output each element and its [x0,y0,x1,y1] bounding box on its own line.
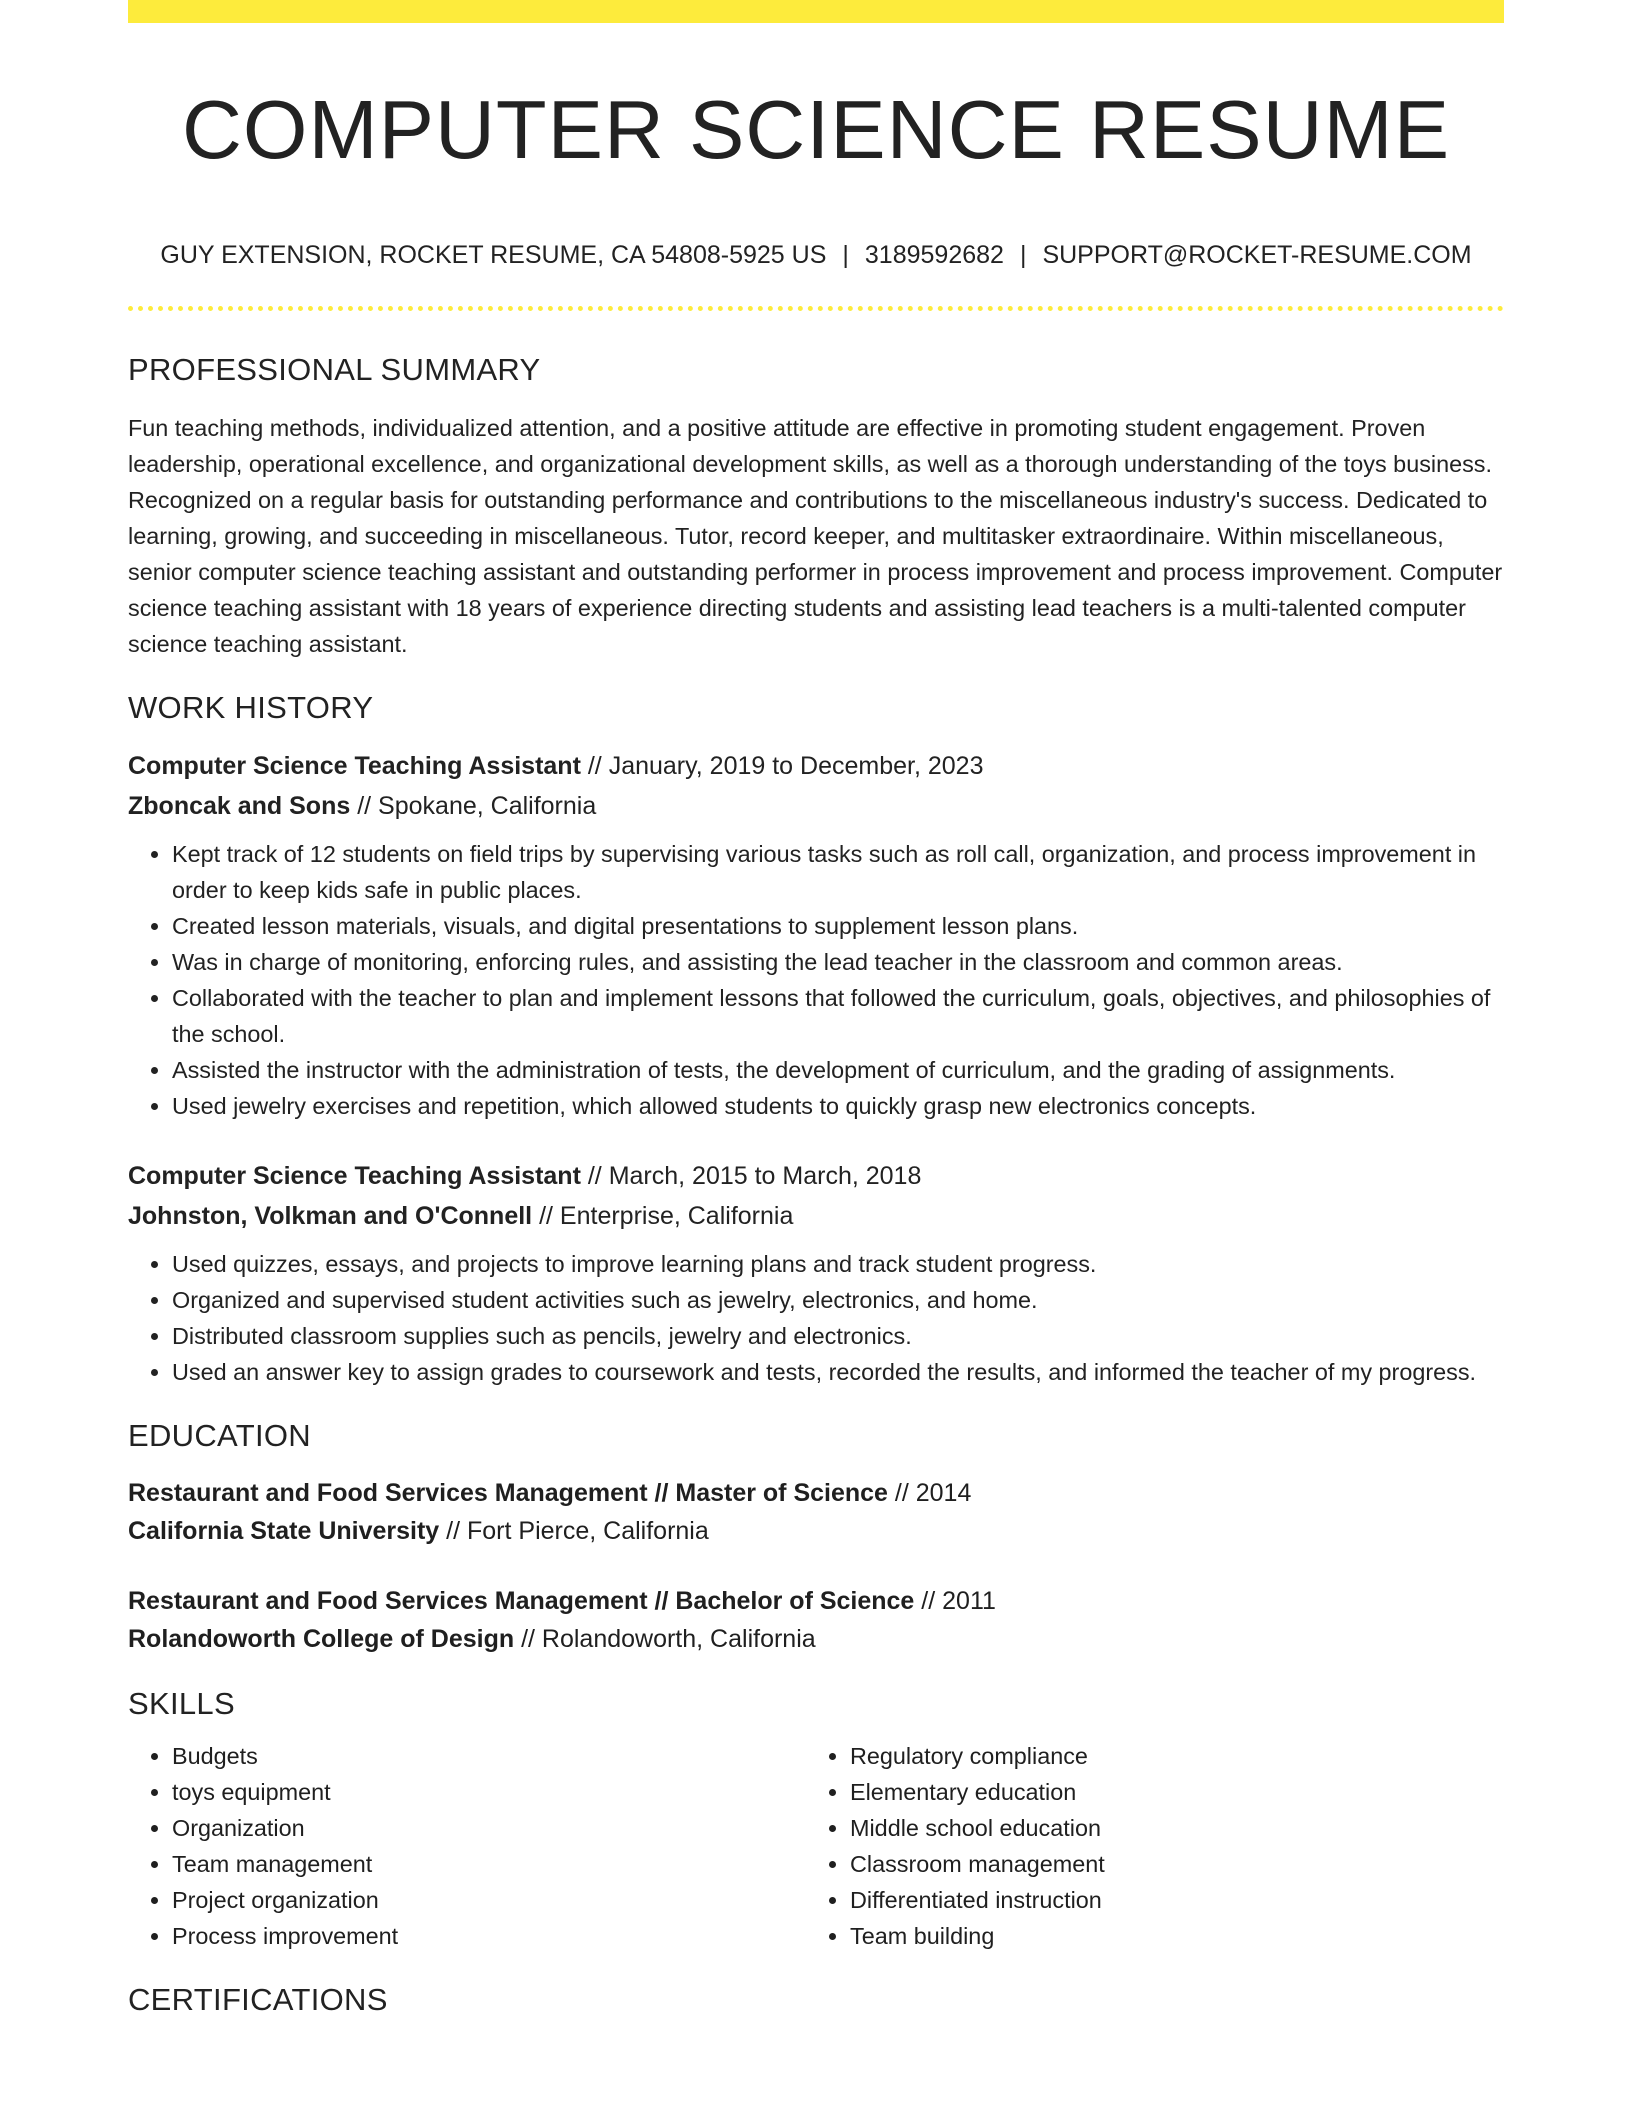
list-item: • Assisted the instructor with the administration of tests, the development of curriculum, and the grading of assignments. [172,1052,1504,1088]
job-bullets [128,836,1504,1124]
list-item: • Collaborated with the teacher to plan and implement lessons that followed the curriculum, goals, objectives, and philosophies of the school. [172,980,1504,1052]
list-item: • Distributed classroom supplies such as pencils, jewelry and electronics. [172,1318,1504,1354]
list-item: • Organized and supervised student activities such as jewelry, electronics, and home. [172,1282,1504,1318]
certifications-section [128,1980,1504,2020]
resume-title: COMPUTER SCIENCE RESUME [181,83,1451,176]
section-heading-education: EDUCATION [128,1418,311,1453]
list-item: • Used quizzes, essays, and projects to improve learning plans and track student progress. [172,1246,1504,1282]
education-year: // 2011 [921,1587,996,1615]
resume-content [128,350,1504,2020]
list-item: • Process improvement [172,1918,806,1954]
list-item: • Was in charge of monitoring, enforcing rules, and assisting the lead teacher in the classroom and common areas. [172,944,1504,980]
education-entry [128,1582,1504,1658]
contact-phone: 3189592682 [864,241,1004,269]
contact-separator: | [842,241,849,269]
top-accent-bar [128,0,1504,23]
job-dates: // March, 2015 to March, 2018 [587,1162,922,1190]
education-location: // Fort Pierce, California [446,1517,709,1545]
skills-list-left [128,1738,806,1954]
skills-section [128,1684,1504,1954]
job-bullets [128,1246,1504,1390]
education-year: // 2014 [894,1479,972,1507]
job-dates: // January, 2019 to December, 2023 [587,752,984,780]
job-entry [128,746,1504,1124]
list-item: • Elementary education [850,1774,1484,1810]
list-item: • Organization [172,1810,806,1846]
list-item: • Budgets [172,1738,806,1774]
list-item: • toys equipment [172,1774,806,1810]
section-heading-certifications: CERTIFICATIONS [128,1982,388,2017]
education-section [128,1416,1504,1658]
contact-address: GUY EXTENSION, ROCKET RESUME, CA 54808-5925 US [160,241,827,269]
education-degree: Restaurant and Food Services Management // Bachelor of Science [128,1587,915,1615]
education-school: Rolandoworth College of Design [128,1625,515,1653]
list-item: • Project organization [172,1882,806,1918]
work-history-section [128,688,1504,1390]
education-degree-line [128,1474,1504,1512]
job-company-line [128,1196,1504,1236]
list-item: • Team building [850,1918,1484,1954]
section-heading-work: WORK HISTORY [128,690,374,725]
summary-text: Fun teaching methods, individualized attention, and a positive attitude are effective in promoting student engagement. Proven leadership, operational excellence, and organizational development skills, as well as a thorough understanding of the toys business. Recognized on a regular basis for outstanding performance and contributions to the miscellaneous industry's success. Dedicated to learning, growing, and succeeding in miscellaneous. Tutor, record keeper, and multitasker extraordinaire. Within miscellaneous, senior computer science teaching assistant and outstanding performer in process improvement and process improvement. Computer science teaching assistant with 18 years of experience directing students and assisting lead teachers is a multi-talented computer science teaching assistant. [128,415,1503,657]
job-title: Computer Science Teaching Assistant [128,1162,581,1190]
list-item: • Middle school education [850,1810,1484,1846]
contact-separator: | [1019,241,1027,269]
education-degree: Restaurant and Food Services Management // Master of Science [128,1479,888,1507]
education-location: // Rolandoworth, California [521,1625,816,1653]
job-location: // Enterprise, California [539,1202,794,1230]
job-company-line [128,786,1504,826]
list-item: • Created lesson materials, visuals, and digital presentations to supplement lesson plans. [172,908,1504,944]
education-school: California State University [128,1517,440,1545]
section-heading-skills: SKILLS [128,1686,235,1721]
job-title: Computer Science Teaching Assistant [128,752,581,780]
list-item: • Used an answer key to assign grades to coursework and tests, recorded the results, and informed the teacher of my progress. [172,1354,1504,1390]
education-school-line [128,1620,1504,1658]
list-item: • Differentiated instruction [850,1882,1484,1918]
job-title-line [128,746,1504,786]
list-item: • Regulatory compliance [850,1738,1484,1774]
education-school-line [128,1512,1504,1550]
job-company: Johnston, Volkman and O'Connell [128,1202,533,1230]
job-company: Zboncak and Sons [128,792,351,820]
summary-section [128,350,1504,662]
section-heading-summary: PROFESSIONAL SUMMARY [128,352,541,387]
job-entry [128,1156,1504,1390]
contact-email: SUPPORT@ROCKET-RESUME.COM [1042,241,1472,269]
list-item: • Team management [172,1846,806,1882]
skills-columns [128,1738,1504,1954]
contact-line [128,237,1504,273]
job-title-line [128,1156,1504,1196]
skills-list-right [806,1738,1484,1954]
dotted-divider [128,306,1504,311]
list-item: • Used jewelry exercises and repetition, which allowed students to quickly grasp new electronics concepts. [172,1088,1504,1124]
job-location: // Spokane, California [357,792,597,820]
list-item: • Classroom management [850,1846,1484,1882]
education-entry [128,1474,1504,1550]
education-degree-line [128,1582,1504,1620]
list-item: • Kept track of 12 students on field trips by supervising various tasks such as roll call, organization, and process improvement in order to keep kids safe in public places. [172,836,1504,908]
